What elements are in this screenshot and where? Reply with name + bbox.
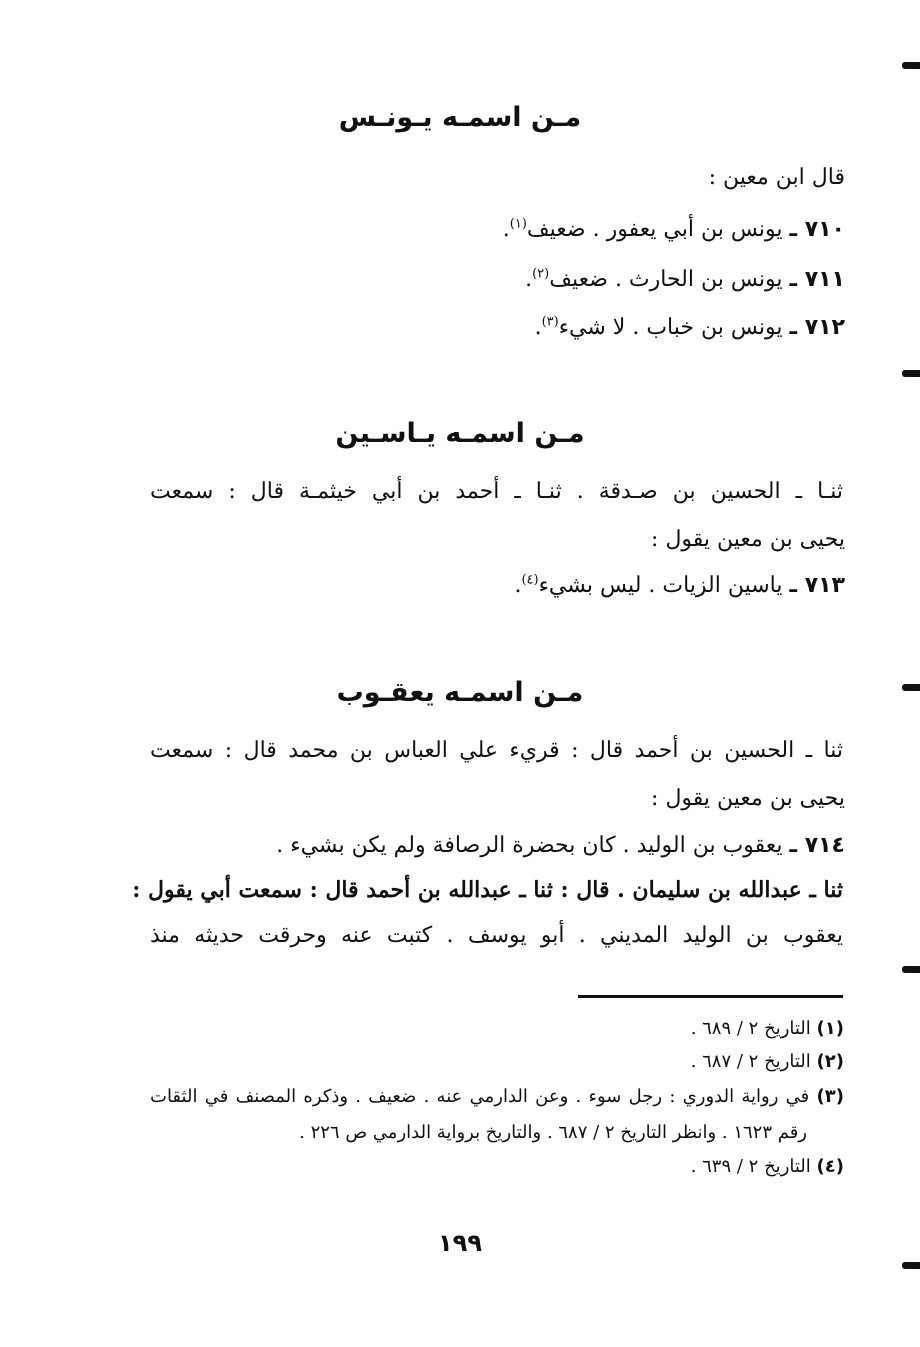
isnad-line: ثنا ـ الحسين بن أحمد قال : قريء علي العباس بن محمد قال : سمعت	[150, 738, 843, 763]
entry-text: يونس بن الحارث . ضعيف	[549, 267, 783, 292]
section-heading-yasin: مـن اسمـه يـاسـين	[335, 418, 585, 449]
entry-text: يعقوب بن الوليد . كان بحضرة الرصافة ولم يكن بشيء .	[276, 833, 783, 858]
entry-text: ياسين الزيات . ليس بشيء	[538, 573, 783, 598]
footnote-text: في رواية الدوري : رجل سوء . وعن الدارمي عنه . ضعيف . وذكره المصنف في الثقات	[150, 1086, 810, 1107]
footnote-text: التاريخ ٢ / ٦٣٩ .	[690, 1156, 811, 1177]
scan-edge-mark	[902, 370, 920, 377]
isnad-line: ثنـا ـ الحسين بن صـدقة . ثنـا ـ أحمد بن أبي خيثمـة قال : سمعت	[150, 479, 843, 504]
entry-714	[276, 828, 845, 864]
scan-edge-mark	[902, 1262, 920, 1269]
isnad-line: يحيى بن معين يقول :	[651, 786, 845, 811]
footnote-3-continuation: رقم ١٦٢٣ . وانظر التاريخ ٢ / ٦٨٧ . والتاريخ برواية الدارمي ص ٢٢٦ .	[299, 1122, 807, 1143]
footnote-marker: (٢)	[816, 1051, 844, 1072]
entry-end: .	[534, 315, 542, 340]
footnote-3	[150, 1082, 844, 1112]
isnad-line: يحيى بن معين يقول :	[651, 527, 845, 552]
entry-number: ٧١١ ـ	[789, 267, 845, 292]
scan-edge-mark	[902, 62, 920, 69]
entry-number: ٧١٠ ـ	[789, 217, 845, 242]
section-heading-yunus: مـن اسمـه يـونـس	[338, 102, 582, 133]
footnote-ref: (٣)	[541, 314, 559, 330]
entry-711	[525, 262, 845, 298]
entry-712	[535, 310, 845, 346]
entry-710	[503, 212, 845, 248]
note-line: ثنا ـ عبدالله بن سليمان . قال : ثنا ـ عبدالله بن أحمد قال : سمعت أبي يقول :	[132, 877, 843, 903]
entry-number: ٧١٢ ـ	[789, 315, 845, 340]
footnote-4	[691, 1152, 844, 1182]
entry-713	[514, 568, 845, 604]
footnote-divider	[578, 995, 843, 998]
footnote-ref: (١)	[509, 216, 527, 232]
note-line: يعقوب بن الوليد المديني . أبو يوسف . كتبت عنه وحرقت حديثه منذ	[150, 923, 843, 948]
entry-end: .	[525, 267, 533, 292]
entry-end: .	[502, 217, 510, 242]
footnote-text: التاريخ ٢ / ٦٨٩ .	[690, 1018, 811, 1039]
entry-number: ٧١٣ ـ	[789, 573, 845, 598]
entry-end: .	[514, 573, 522, 598]
intro-line: قال ابن معين :	[708, 165, 845, 190]
entry-number: ٧١٤ ـ	[789, 833, 845, 858]
footnote-text: التاريخ ٢ / ٦٨٧ .	[690, 1051, 811, 1072]
footnote-marker: (٤)	[816, 1156, 844, 1177]
scan-edge-mark	[902, 684, 920, 691]
entry-text: يونس بن أبي يعفور . ضعيف	[526, 217, 783, 242]
footnote-marker: (٣)	[816, 1086, 844, 1107]
page-number: ١٩٩	[438, 1229, 482, 1257]
scan-edge-mark	[902, 966, 920, 973]
footnote-2	[691, 1047, 844, 1077]
footnote-ref: (٤)	[521, 572, 539, 588]
footnote-ref: (٢)	[532, 266, 550, 282]
footnote-1	[691, 1014, 844, 1044]
section-heading-yaqub: مـن اسمـه يعقـوب	[336, 677, 584, 708]
entry-text: يونس بن خباب . لا شيء	[558, 315, 783, 340]
footnote-marker: (١)	[816, 1018, 844, 1039]
